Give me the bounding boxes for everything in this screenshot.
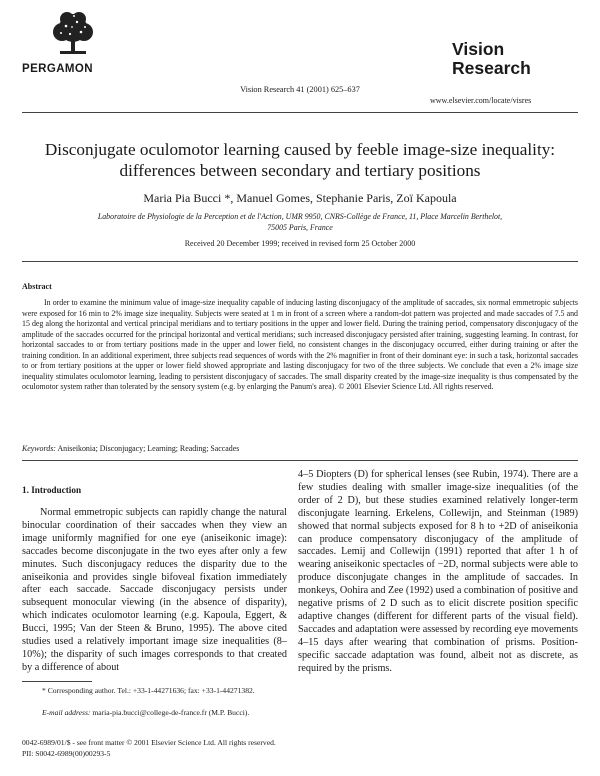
keywords-list: Aniseikonia; Disconjugacy; Learning; Reading; Saccades bbox=[55, 444, 240, 453]
abstract-text: In order to examine the minimum value of image-size inequality capable of inducing lasting disconjugacy of the amplitude of saccades, six normal emmetropic subjects were exposed for 16 min to 2% image size inequality. Subjects were seated at 1 m in front of a screen where a random-dot pattern was projected and made saccades of 7.5 and 15 deg along the horizontal and vertical principal meridians and to tertiary positions in the upper and lower field. During the training period, compensatory disconjugacy of the amplitude of the saccades occurred for the principal horizontal and vertical meridians; such increased disconjugacy persisted after training, suggesting learning. In contrast, for horizontal saccades to or from tertiary positions made in the upper and lower field, no consistent changes in the disconjugacy occurred, either during training or after the training condition. In an additional experiment, three subjects read sequences of words with the 2% magnifier in front of their dominant eye: in such a task, horizontal saccades to or from tertiary positions at the upper or lower field showed appropriate and lasting disconjugacy for two of the three subjects. We conclude that even a 2% image size inequality stimulates oculomotor learning, leading to persistent disconjugacy of saccades. The small disparity created by the image-size inequality is thus compensated by the oculomotor system rather than tolerated by the sensory system (e.g. by enlarging the Panum's area). © 2001 Elsevier Science Ltd. All rights reserved. bbox=[22, 298, 578, 392]
affiliation-line1: Laboratoire de Physiologie de la Perception et de l'Action, UMR 9950, CNRS-Collège de France, 11, Place Marcelin Berthelot, bbox=[97, 212, 503, 221]
journal-name bbox=[452, 40, 531, 77]
body-column-right: 4–5 Diopters (D) for spherical lenses (see Rubin, 1974). There are a few studies dealing with smaller image-size inequalities (of the order of 2 D), but these studies examined relatively longer-term disconjugate learning. Erkelens, Collewijn, and Steinman (1989) showed that normal subjects exposed for 8 h to +2D of aniseikonia can produce compensatory disconjugacy of the amplitude of saccades. Lemij and Collewijn (1991) reported that after 1 h of wearing aniseikonic spectacles of −2D, normal subjects were able to produce disconjugate changes in the amplitude of saccades. In monkeys, Oohira and Zee (1992) used a combination of positive and negative prisms of 2 D such as to elicit discrete position specific adaptive changes (different for different parts of the visual field). Saccades and adaptation were assessed by recording eye movements 4–15 days after wearing that combination of prisms. Position-specific saccade adaptation was found, albeit not as discrete, as required by the prisms. bbox=[298, 469, 578, 674]
publisher-name: PERGAMON bbox=[22, 63, 93, 75]
email-address: maria-pia.bucci@college-de-france.fr (M.P. Bucci). bbox=[90, 708, 250, 717]
email-footnote bbox=[22, 708, 287, 718]
pii-line: PII: S0042-6989(00)00293-5 bbox=[22, 749, 111, 758]
keywords-label: Keywords: bbox=[22, 444, 56, 453]
received-dates: Received 20 December 1999; received in revised form 25 October 2000 bbox=[184, 239, 416, 248]
section-heading-introduction: 1. Introduction bbox=[22, 485, 82, 495]
abstract-divider bbox=[22, 460, 578, 461]
journal-name-line1: Vision bbox=[452, 39, 505, 59]
keywords-line bbox=[22, 444, 239, 453]
copyright-line: 0042-6989/01/$ - see front matter © 2001 Elsevier Science Ltd. All rights reserved. bbox=[22, 738, 276, 747]
body-column-left: Normal emmetropic subjects can rapidly change the natural binocular coordination of their saccades when they view an image uniformly magnified for one eye (aniseikonic image): saccades become disconjugate in the two eyes after only a few minutes. Such disconjugacy reduces the disparity due to the aniseikonia and provides single bifoveal fixation immediately after each saccade. Saccade disconjugacy persists under subsequent monocular viewing (in the absence of disparity), which indicates oculomotor learning (e.g. Kapoula, Eggert, & Bucci, 1995; Van der Steen & Bruno, 1995). The above cited studies used a relatively important image size inequalities (8–10%); the disparity of such images corresponds to that created by a difference of about bbox=[22, 507, 287, 673]
header-divider bbox=[22, 112, 578, 113]
article-title: Disconjugate oculomotor learning caused by feeble image-size inequality: differences between secondary and tertiary positions bbox=[44, 140, 556, 180]
journal-url-link[interactable]: www.elsevier.com/locate/visres bbox=[430, 96, 532, 105]
affiliation-line2: 75005 Paris, France bbox=[267, 223, 333, 232]
corresponding-author-footnote: * Corresponding author. Tel.: +33-1-44271636; fax: +33-1-44271382. bbox=[42, 686, 255, 695]
title-divider bbox=[22, 261, 578, 262]
author-list: Maria Pia Bucci *, Manuel Gomes, Stephanie Paris, Zoï Kapoula bbox=[143, 191, 457, 205]
journal-name-line2: Research bbox=[452, 57, 531, 78]
abstract-heading: Abstract bbox=[22, 282, 52, 291]
footnote-divider bbox=[22, 681, 92, 682]
author-affiliation bbox=[40, 211, 560, 233]
email-label: E-mail address: bbox=[42, 708, 91, 717]
journal-reference: Vision Research 41 (2001) 625–637 bbox=[240, 85, 360, 94]
pergamon-logo-icon bbox=[47, 8, 99, 60]
